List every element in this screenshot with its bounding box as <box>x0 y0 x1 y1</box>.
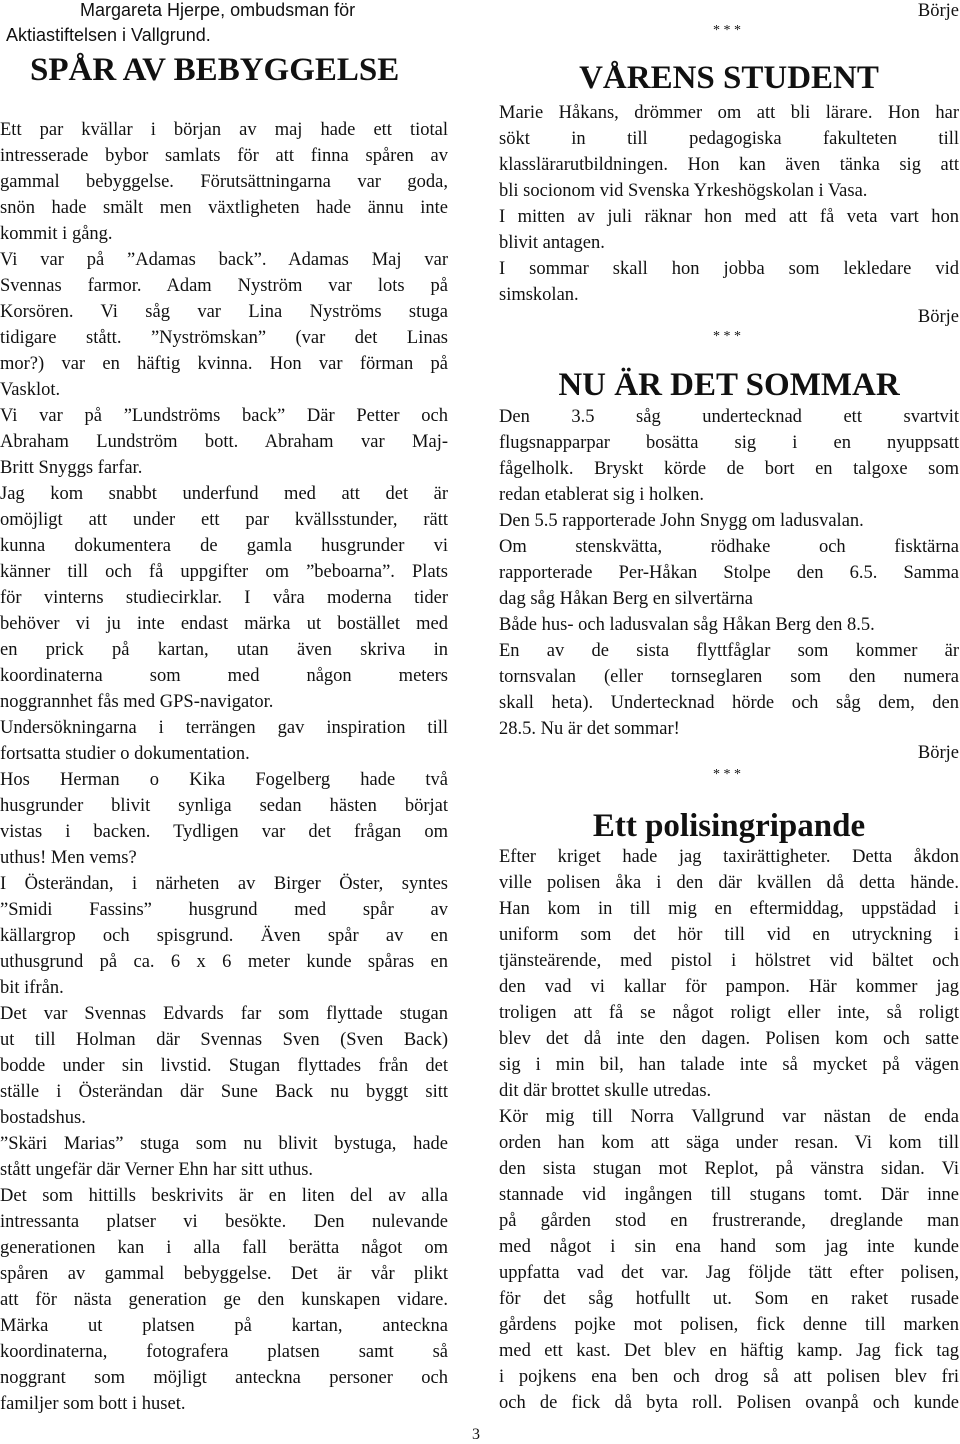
text-line: Marie Håkans, drömmer om att bli lärare. Hon har <box>499 103 959 123</box>
article-body-nu-ar-det-sommar <box>499 404 959 742</box>
article-title-ett-polisingripande: Ett polisingripande <box>592 808 866 844</box>
text-line: den sista stugan mot Replot, på vänstra sidan. Vi <box>499 1159 959 1179</box>
text-line: intresserade bybor samlats för att finna spåren av <box>0 146 448 166</box>
text-line: En av de sista flyttfåglar som kommer är <box>499 641 959 661</box>
article-body-spar-av-bebyggelse <box>0 117 448 1417</box>
text-line: gammal bebyggelse. Förutsättningarna var goda, <box>0 172 448 192</box>
text-line: Kör mig till Norra Vallgrund var nästan de enda <box>499 1107 959 1127</box>
text-line: källargrop och spisgrund. Även spår av en <box>0 926 448 946</box>
text-line: sökt in till pedagogiska fakulteten till <box>499 129 959 149</box>
text-line: stått ungefär där Verner Ehn har sitt uthus. <box>0 1160 314 1180</box>
text-line: dit där brottet skulle utredas. <box>499 1081 712 1101</box>
text-line: för det såg hotfullt ut. Som en raket rusade <box>499 1289 959 1309</box>
text-line: mor?) var en häftig kvinna. Hon var förman på <box>0 354 448 374</box>
text-line: med något i sin ena hand som jag inte kunde <box>499 1237 959 1257</box>
text-line: redan etablerat sig i holken. <box>499 485 704 505</box>
text-line: troligen att få se något roligt eller inte, så roligt <box>499 1003 959 1023</box>
text-line: Jag kom snabbt underfund med att det är <box>0 484 448 504</box>
author-line-2: Aktiastiftelsen i Vallgrund. <box>6 25 211 45</box>
text-line: en prick på kartan, utan även skriva in <box>0 640 448 660</box>
text-line: Det som hittills beskrivits är en liten del av alla <box>0 1186 448 1206</box>
text-line: behöver vi ju inte endast märka ut bostället med <box>0 614 448 634</box>
article-body-varens-student <box>499 100 959 308</box>
text-line: simskolan. <box>499 285 579 305</box>
text-line: bit ifrån. <box>0 978 64 998</box>
text-line: familjer som bott i huset. <box>0 1394 186 1414</box>
separator-stars-3: * * * <box>713 767 741 782</box>
text-line: Vasklot. <box>0 380 61 400</box>
text-line: koordinaterna som med någon meters <box>0 666 448 686</box>
text-line: dag såg Håkan Berg en silvertärna <box>499 589 753 609</box>
text-line: fortsatta studier o dokumentation. <box>0 744 250 764</box>
signature-borje-3: Börje <box>917 743 959 763</box>
text-line: ut till Holman där Svennas Sven (Sven Back) <box>0 1030 448 1050</box>
text-line: ”Smidi Fassins” husgrund med spår av <box>0 900 448 920</box>
text-line: Han kom in till mig en eftermiddag, uppstädad i <box>499 899 959 919</box>
text-line: ställe i Österändan där Sune Back nu byggt sitt <box>0 1082 448 1102</box>
text-line: snön hade smält men växtligheten hade ännu inte <box>0 198 448 218</box>
page-number: 3 <box>472 1426 480 1443</box>
text-line: i pojkens ena ben och drog så att polisen blev fri <box>499 1367 959 1387</box>
text-line: uthusgrund på ca. 6 x 6 meter kunde spåras en <box>0 952 448 972</box>
text-line: generationen kan i alla fall berätta något om <box>0 1238 448 1258</box>
text-line: på gården stod en frustrerande, dreglande man <box>499 1211 959 1231</box>
text-line: noggrannhet fås med GPS-navigator. <box>0 692 274 712</box>
text-line: Efter kriget hade jag taxirättigheter. Detta åkdon <box>499 847 959 867</box>
text-line: spåren av gammal bebyggelse. Det är vår plikt <box>0 1264 448 1284</box>
text-line: Det var Svennas Edvards far som flyttade stugan <box>0 1004 448 1024</box>
text-line: sig i min bil, han talade inte så mycket på vägen <box>499 1055 959 1075</box>
text-line: Märka ut platsen på kartan, anteckna <box>0 1316 448 1336</box>
text-line: Abraham Lundström bott. Abraham var Maj- <box>0 432 448 452</box>
text-line: Korsören. Vi såg var Lina Nyströms stuga <box>0 302 448 322</box>
text-line: flugsnapparpar bosätta sig i en nyuppsatt <box>499 433 959 453</box>
text-line: Vi var på ”Lundströms back” Där Petter och <box>0 406 448 426</box>
signature-borje-1: Börje <box>917 1 959 21</box>
text-line: blivit antagen. <box>499 233 605 253</box>
text-line: gårdens pojke mot polisen, fick denne till marken <box>499 1315 959 1335</box>
text-line: blev det då inte den dagen. Polisen kom och satte <box>499 1029 959 1049</box>
text-line: och de fick då byta roll. Polisen ovanpå och kunde <box>499 1393 959 1413</box>
separator-stars-2: * * * <box>713 329 741 344</box>
text-line: tidigare stått. ”Nyströmskan” (var det Linas <box>0 328 448 348</box>
text-line: för vinterns studiecirklar. I våra moderna tider <box>0 588 448 608</box>
text-line: Undersökningarna i terrängen gav inspiration till <box>0 718 448 738</box>
signature-borje-2: Börje <box>917 307 959 327</box>
article-title-varens-student: VÅRENS STUDENT <box>579 60 879 96</box>
text-line: Svennas farmor. Adam Nyström var lots på <box>0 276 448 296</box>
text-line: den vad vi kallar för pampon. Här kommer jag <box>499 977 959 997</box>
text-line: ”Skäri Marias” stuga som nu blivit bystuga, hade <box>0 1134 448 1154</box>
text-line: I mitten av juli räknar hon med att få veta vart hon <box>499 207 959 227</box>
text-line: noggrant som möjligt anteckna personer och <box>0 1368 448 1388</box>
text-line: tjänsteärende, med pistol i hölstret vid bältet och <box>499 951 959 971</box>
text-line: intressanta platser vi besökte. Den nulevande <box>0 1212 448 1232</box>
text-line: koordinaterna, fotografera platsen samt så <box>0 1342 448 1362</box>
article-title-spar-av-bebyggelse: SPÅR AV BEBYGGELSE <box>30 52 400 88</box>
text-line: stannade vid ingången till stugans tomt. Där inne <box>499 1185 959 1205</box>
text-line: I sommar skall hon jobba som lekledare vid <box>499 259 959 279</box>
text-line: ville polisen åka i den där kvällen då detta hände. <box>499 873 959 893</box>
text-line: uthus! Men vems? <box>0 848 137 868</box>
text-line: känner till och få uppgifter om ”beboarna”. Plats <box>0 562 448 582</box>
text-line: orden han kom att säga under resan. Vi kom till <box>499 1133 959 1153</box>
text-line: rapporterade Per-Håkan Stolpe den 6.5. Samma <box>499 563 959 583</box>
text-line: 28.5. Nu är det sommar! <box>499 719 680 739</box>
text-line: Den 3.5 såg undertecknad ett svartvit <box>499 407 959 427</box>
text-line: Om stenskvätta, rödhake och fisktärna <box>499 537 959 557</box>
text-line: bli socionom vid Svenska Yrkeshögskolan i Vasa. <box>499 181 868 201</box>
text-line: Både hus- och ladusvalan såg Håkan Berg den 8.5. <box>499 615 875 635</box>
text-line: bodde under sin livstid. Stugan flyttades från det <box>0 1056 448 1076</box>
text-line: med ett kast. Det blev en häftig kamp. Jag fick tag <box>499 1341 959 1361</box>
text-line: I Österändan, i närheten av Birger Öster, syntes <box>0 874 448 894</box>
separator-stars-1: * * * <box>713 23 741 38</box>
text-line: uppfatta vad det var. Jag följde tätt efter polisen, <box>499 1263 959 1283</box>
text-line: skall heta). Undertecknad hörde och såg dem, den <box>499 693 959 713</box>
text-line: vistas i backen. Tydligen var det frågan om <box>0 822 448 842</box>
text-line: kommit i gång. <box>0 224 113 244</box>
text-line: husgrunder blivit synliga sedan hästen börjat <box>0 796 448 816</box>
text-line: Hos Herman o Kika Fogelberg hade två <box>0 770 448 790</box>
text-line: Ett par kvällar i början av maj hade ett tiotal <box>0 120 448 140</box>
text-line: omöjligt att under ett par kvällsstunder, rätt <box>0 510 448 530</box>
article-body-ett-polisingripande <box>499 844 959 1416</box>
text-line: att för nästa generation ge den kunskapen vidare. <box>0 1290 448 1310</box>
text-line: klasslärarutbildningen. Hon kan även tänka sig att <box>499 155 959 175</box>
text-line: tornsvalan (eller tornseglaren som den numera <box>499 667 959 687</box>
text-line: Britt Snyggs farfar. <box>0 458 143 478</box>
text-line: Den 5.5 rapporterade John Snygg om ladusvalan. <box>499 511 864 531</box>
text-line: Vi var på ”Adamas back”. Adamas Maj var <box>0 250 448 270</box>
article-title-nu-ar-det-sommar: NU ÄR DET SOMMAR <box>558 367 900 403</box>
text-line: bostadshus. <box>0 1108 86 1128</box>
text-line: kunna dokumentera de gamla husgrunder vi <box>0 536 448 556</box>
text-line: uniform som det hör till vid en utryckning i <box>499 925 959 945</box>
text-line: fågelholk. Bryskt körde de bort en talgoxe som <box>499 459 959 479</box>
author-line-1: Margareta Hjerpe, ombudsman för <box>80 0 356 20</box>
